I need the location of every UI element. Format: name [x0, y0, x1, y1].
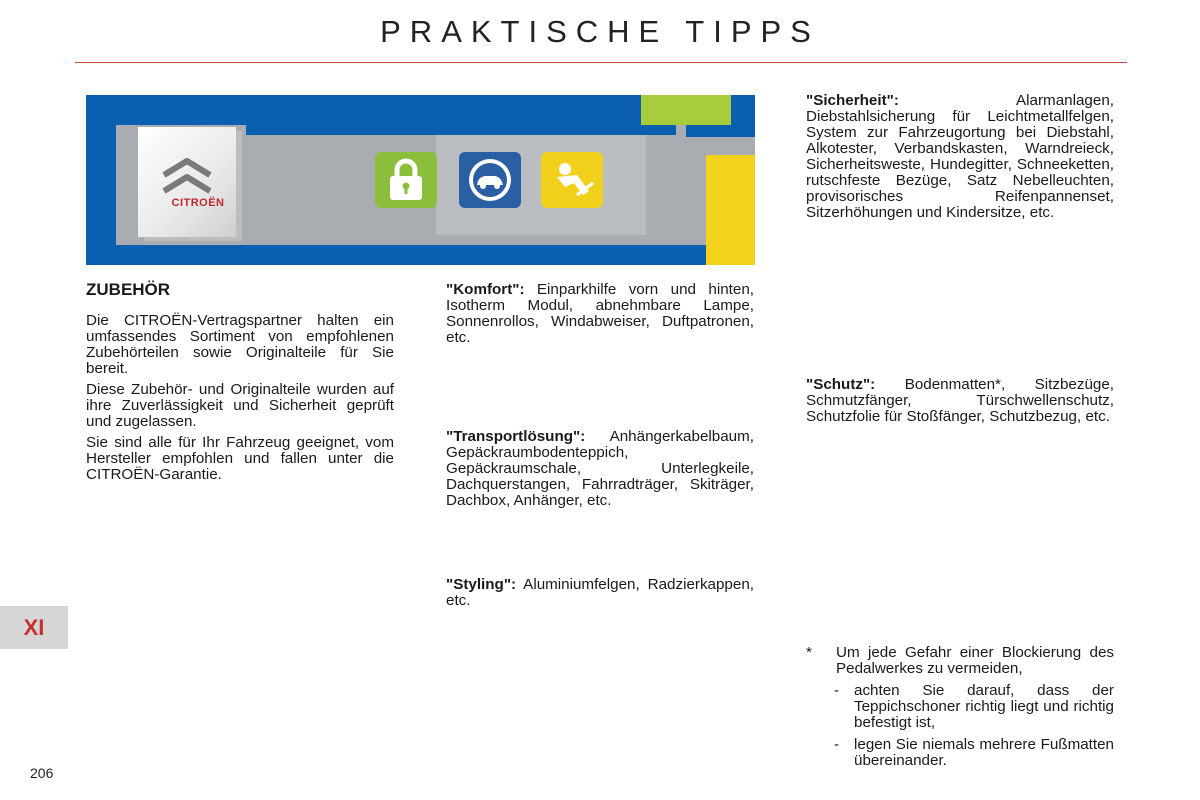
page-number: 206: [30, 765, 54, 781]
banner-block: [686, 125, 755, 137]
styling-paragraph: [446, 577, 754, 609]
footnote-main: [806, 645, 1114, 677]
sicherheit-text: Alarmanlagen, Diebstahlsicherung für Leichtmetallfelgen, System zur Fahrzeugortung bei Diebstahl, Alkotester, Verbandskasten, Warndreieck, Sicherheitsweste, Hundegitter, Schneeketten, rutschfeste Bezüge, Satz Nebelleuchten, provisorisches Reifenpannenset, Sitzerhöhungen und Kindersitze, etc.: [806, 92, 1114, 221]
footnote-item-text: legen Sie niemals mehrere Fußmatten übereinander.: [854, 736, 1114, 769]
title-divider: [75, 62, 1127, 63]
car-tile: [459, 152, 521, 208]
sicherheit-paragraph: [806, 93, 1114, 221]
transport-label: "Transportlösung":: [446, 428, 586, 445]
lock-icon: [386, 158, 426, 202]
citroen-chevrons-icon: [138, 127, 236, 237]
sicherheit-label: "Sicherheit":: [806, 92, 899, 109]
banner-block: [246, 125, 676, 135]
banner-block: [116, 245, 706, 265]
brand-cube: [138, 127, 236, 237]
banner-block: [641, 95, 731, 125]
page-title: PRAKTISCHE TIPPS: [380, 14, 820, 49]
intro-paragraph: Die CITROËN-Vertragspartner halten ein umfassendes Sortiment von empfohlenen Zubehörteilen sowie Originalteile für Sie bereit.: [86, 312, 394, 377]
footnote-item-text: achten Sie darauf, dass der Teppichschoner richtig liegt und richtig befestigt ist,: [854, 682, 1114, 731]
lock-tile: [375, 152, 437, 208]
footnote-dash: -: [834, 736, 840, 753]
schutz-label: "Schutz":: [806, 376, 876, 393]
section-heading: ZUBEHÖR: [86, 280, 171, 299]
footnote-item: [806, 737, 1114, 769]
schutz-paragraph: [806, 377, 1114, 425]
banner-block: [706, 155, 755, 265]
komfort-text: Einparkhilfe vorn und hinten, Isotherm Modul, abnehmbare Lampe, Sonnenrollos, Windabweiser, Duftpatronen, etc.: [446, 281, 754, 346]
banner-block: [86, 125, 116, 265]
styling-tile: [541, 152, 603, 208]
footnote-dash: -: [834, 682, 840, 699]
footnote-item: [806, 683, 1114, 731]
brand-label: CITROËN: [171, 197, 225, 209]
komfort-label: "Komfort":: [446, 281, 525, 298]
transport-text: Anhängerkabelbaum, Gepäckraumbodenteppich, Gepäckraumschale, Unterlegkeile, Dachquerstangen, Fahrradträger, Skiträger, Dachbox, Anhänger, etc.: [446, 428, 754, 509]
schutz-text: Bodenmatten*, Sitzbezüge, Schmutzfänger, Türschwellenschutz, Schutzfolie für Stoßfänger, Schutzbezug, etc.: [806, 376, 1114, 425]
footnote-mark: *: [806, 644, 812, 661]
transport-paragraph: [446, 429, 754, 509]
intro-paragraph: Sie sind alle für Ihr Fahrzeug geeignet, vom Hersteller empfohlen und fallen unter die CITROËN-Garantie.: [86, 434, 394, 483]
accessories-banner: [86, 95, 755, 265]
footnote: [806, 645, 1114, 769]
styling-text: Aluminiumfelgen, Radzierkappen, etc.: [446, 576, 754, 609]
footnote-text: Um jede Gefahr einer Blockierung des Pedalwerkes zu vermeiden,: [836, 644, 1114, 677]
styling-icon: [547, 155, 597, 205]
intro-paragraph: Diese Zubehör- und Originalteile wurden auf ihre Zuverlässigkeit und Sicherheit geprüft und zugelassen.: [86, 381, 394, 430]
car-icon: [465, 155, 515, 205]
styling-label: "Styling":: [446, 576, 517, 593]
komfort-paragraph: [446, 282, 754, 346]
chapter-tab: XI: [0, 606, 68, 649]
